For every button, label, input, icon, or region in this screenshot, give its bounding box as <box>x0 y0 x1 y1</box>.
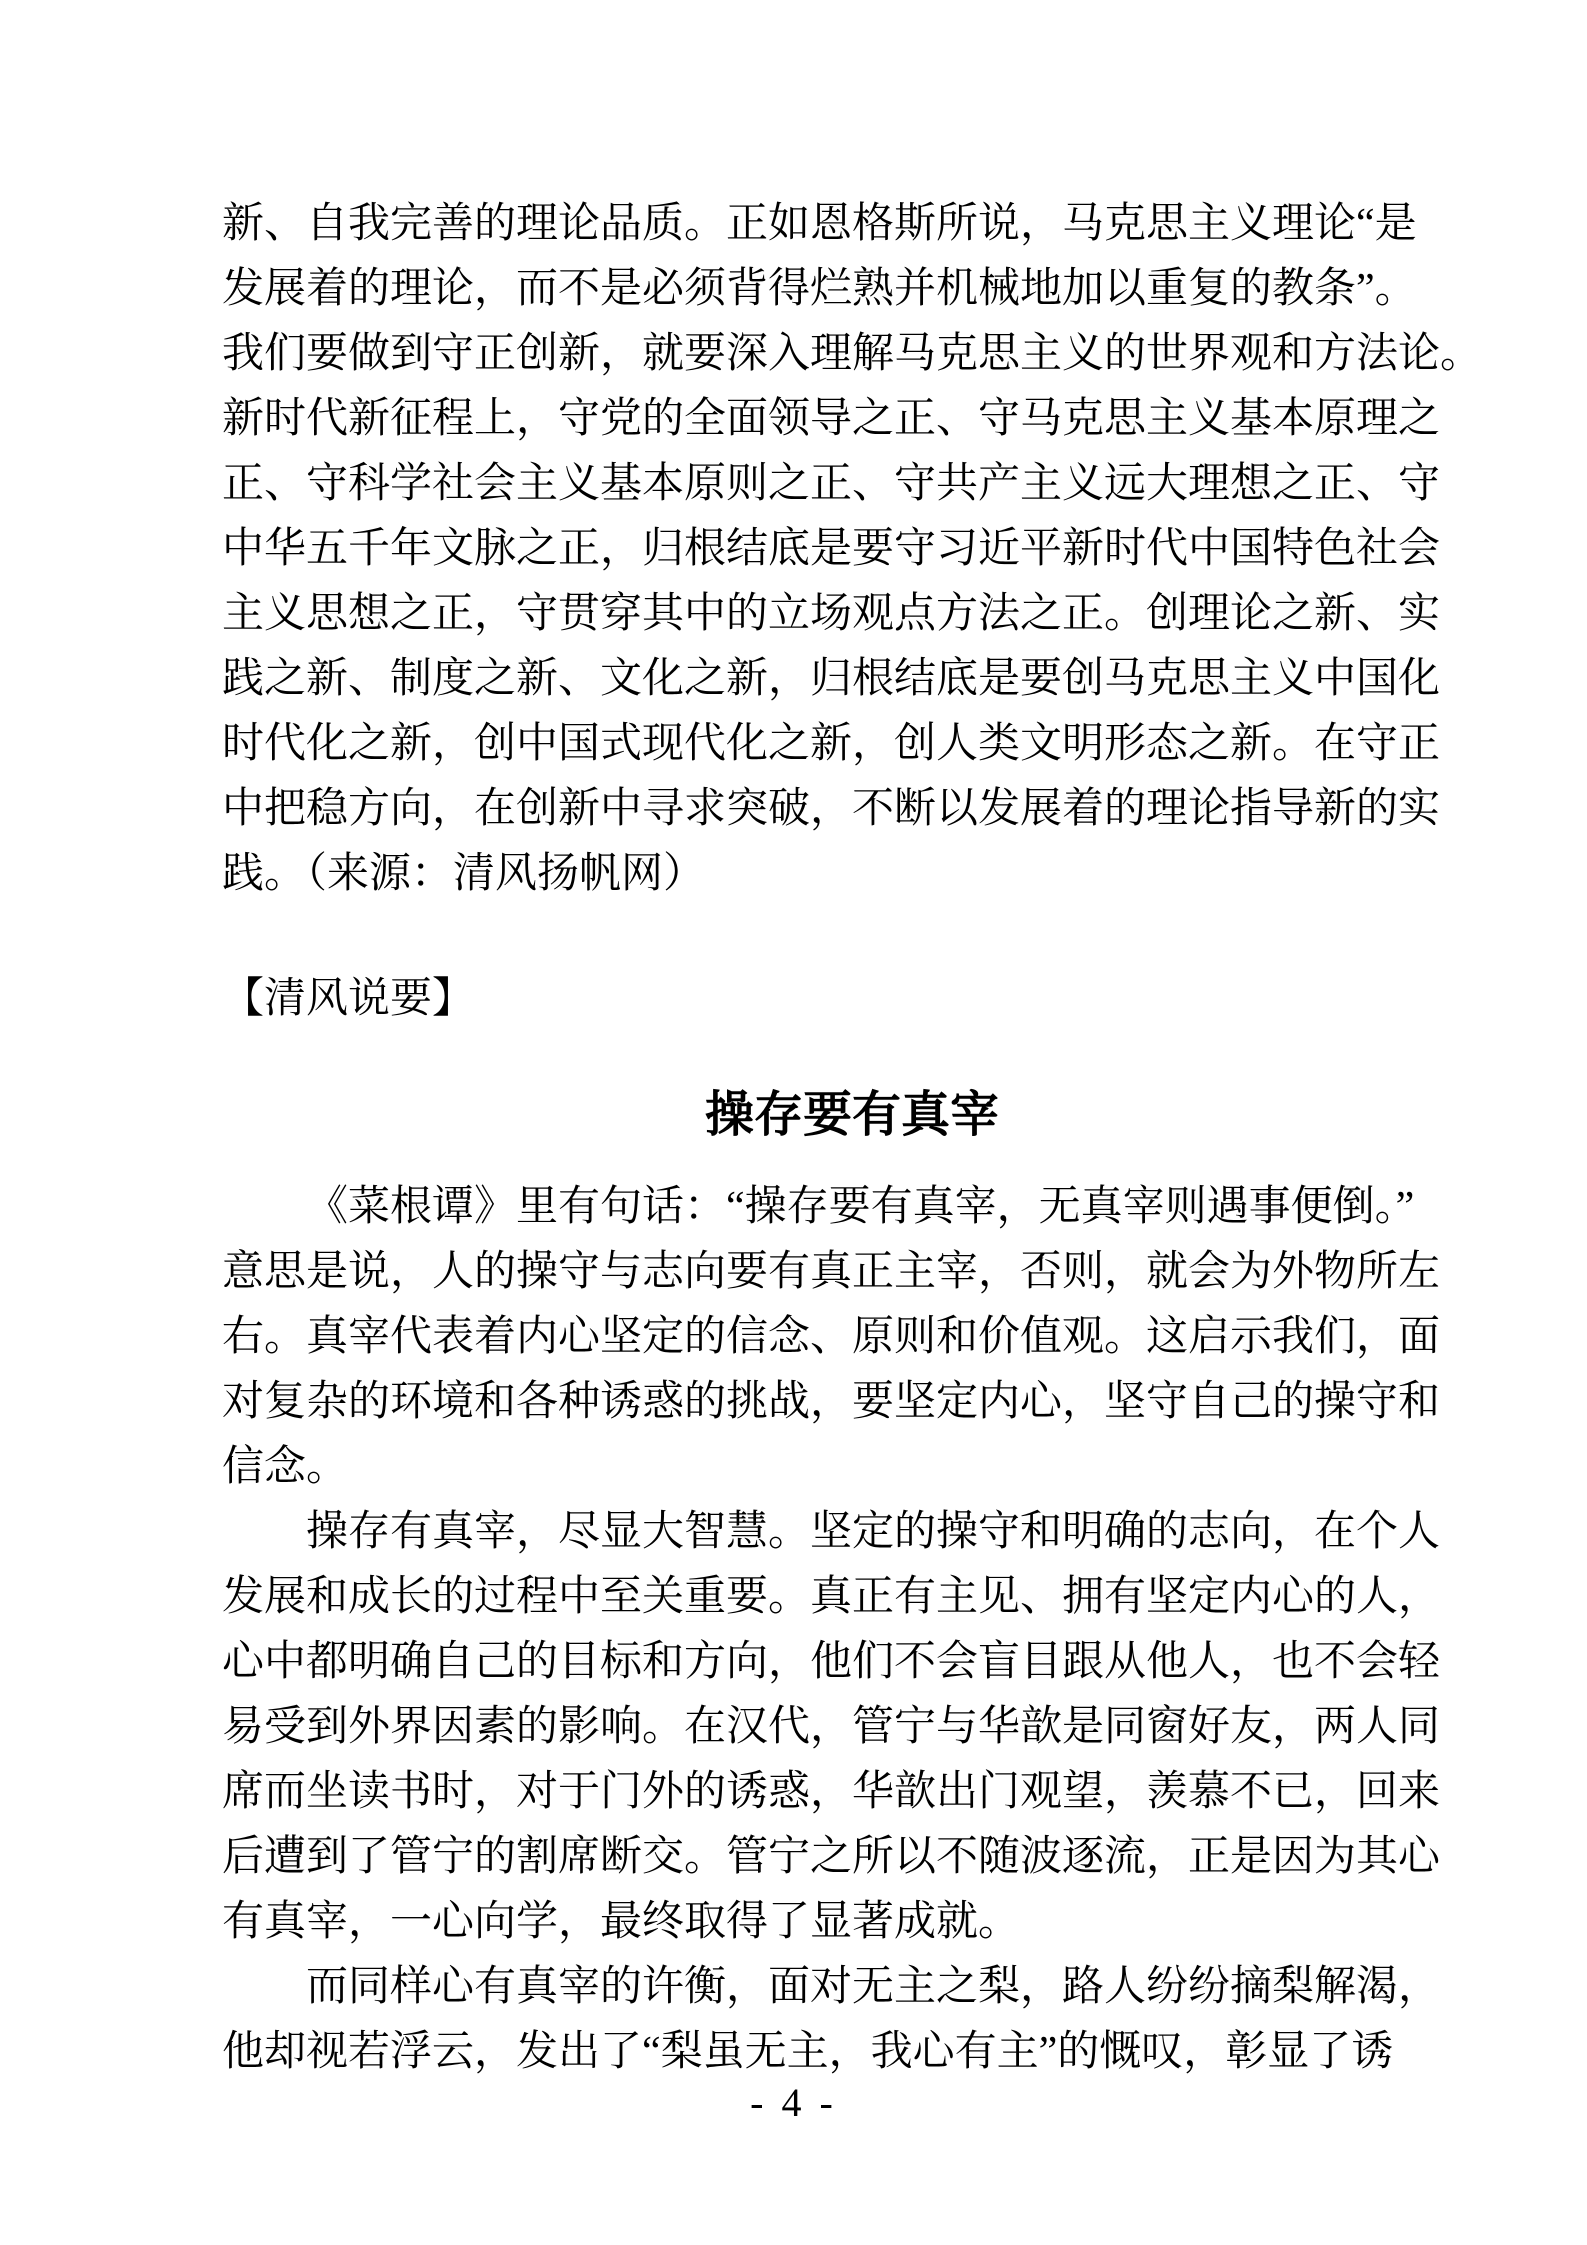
text-line: 中华五千年文脉之正，归根结底是要守习近平新时代中国特色社会 <box>222 526 1441 572</box>
text-line: 信念。 <box>222 1444 349 1490</box>
text-line: 正、守科学社会主义基本原则之正、守共产主义远大理想之正、守 <box>222 461 1441 507</box>
text-line: 有真宰，一心向学，最终取得了显著成就。 <box>222 1899 1021 1945</box>
paragraph-1 <box>222 1175 1441 1500</box>
document-body <box>222 192 1483 2085</box>
page-number: - 4 - <box>750 2080 837 2125</box>
text-line: 右。真宰代表着内心坚定的信念、原则和价值观。这启示我们，面 <box>222 1314 1441 1360</box>
paragraph-continuation <box>222 192 1483 907</box>
text-line-source-note: 践。（来源：清风扬帆网） <box>222 851 706 897</box>
text-line: 发展着的理论，而不是必须背得烂熟并机械地加以重复的教条”。 <box>222 266 1417 312</box>
text-line: 《菜根谭》里有句话：“操存要有真宰，无真宰则遇事便倒。” <box>306 1184 1415 1230</box>
text-line: 时代化之新，创中国式现代化之新，创人类文明形态之新。在守正 <box>222 721 1441 767</box>
text-line: 我们要做到守正创新，就要深入理解马克思主义的世界观和方法论。 <box>222 331 1483 377</box>
text-line: 践之新、制度之新、文化之新，归根结底是要创马克思主义中国化 <box>222 656 1441 702</box>
paragraph-2 <box>222 1500 1441 1955</box>
text-line: 操存有真宰，尽显大智慧。坚定的操守和明确的志向，在个人 <box>306 1509 1441 1555</box>
text-line: 易受到外界因素的影响。在汉代，管宁与华歆是同窗好友，两人同 <box>222 1704 1441 1750</box>
text-line: 新时代新征程上，守党的全面领导之正、守马克思主义基本原理之 <box>222 396 1441 442</box>
text-line: 后遭到了管宁的割席断交。管宁之所以不随波逐流，正是因为其心 <box>222 1834 1441 1880</box>
text-line: 发展和成长的过程中至关重要。真正有主见、拥有坚定内心的人， <box>222 1574 1441 1620</box>
text-line: 心中都明确自己的目标和方向，他们不会盲目跟从他人，也不会轻 <box>222 1639 1441 1685</box>
article-title: 操存要有真宰 <box>704 1087 999 1142</box>
text-line: 新、自我完善的理论品质。正如恩格斯所说，马克思主义理论“是 <box>222 201 1417 247</box>
text-line: 而同样心有真宰的许衡，面对无主之梨，路人纷纷摘梨解渴， <box>306 1964 1441 2010</box>
text-line: 主义思想之正，守贯穿其中的立场观点方法之正。创理论之新、实 <box>222 591 1441 637</box>
text-line: 中把稳方向，在创新中寻求突破，不断以发展着的理论指导新的实 <box>222 786 1441 832</box>
text-line: 席而坐读书时，对于门外的诱惑，华歆出门观望，羡慕不已，回来 <box>222 1769 1441 1815</box>
text-line: 意思是说，人的操守与志向要有真正主宰，否则，就会为外物所左 <box>222 1249 1441 1295</box>
text-line: 他却视若浮云，发出了“梨虽无主，我心有主”的慨叹，彰显了诱 <box>222 2029 1394 2075</box>
paragraph-3 <box>222 1955 1441 2085</box>
section-header: 【清风说要】 <box>222 976 475 1022</box>
text-line: 对复杂的环境和各种诱惑的挑战，要坚定内心，坚守自己的操守和 <box>222 1379 1441 1425</box>
